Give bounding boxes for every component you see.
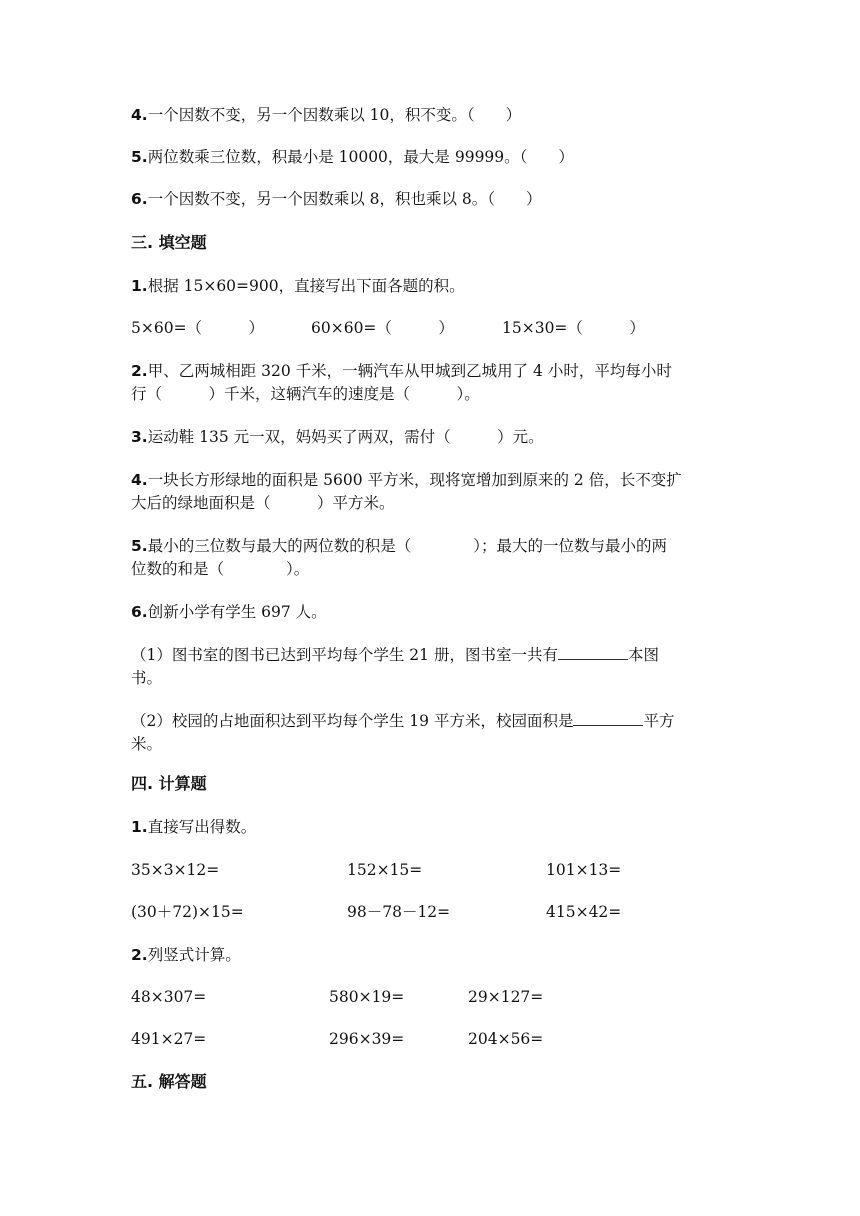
item-number: 4.: [131, 106, 148, 124]
item-number: 4.: [131, 471, 148, 489]
fill-q1-item: 60×60=（ ）: [311, 319, 454, 337]
calc-expression: 491×27=: [131, 1030, 207, 1048]
fill-question-3: [131, 426, 544, 448]
section-heading-fill: 三. 填空题: [131, 233, 207, 252]
sub-text: （1）图书室的图书已达到平均每个学生 21 册，图书室一共有: [131, 646, 558, 664]
item-text: 一块长方形绿地的面积是 5600 平方米，现将宽增加到原来的 2 倍，长不变扩: [147, 471, 682, 489]
fill-question-5-cont: 位数的和是（ ）。: [131, 560, 310, 578]
item-text: 运动鞋 135 元一双，妈妈买了两双，需付（ ）元。: [147, 428, 544, 446]
judgment-item-6: [131, 188, 542, 210]
item-text: 直接写出得数。: [147, 818, 257, 836]
item-number: 6.: [131, 190, 148, 208]
item-number: 2.: [131, 362, 148, 380]
item-number: 6.: [131, 603, 148, 621]
fill-q1-item: 15×30=（ ）: [502, 319, 645, 337]
item-text: 一个因数不变，另一个因数乘以 8，积也乘以 8。（ ）: [147, 190, 542, 208]
calc-expression: 101×13=: [546, 861, 622, 879]
fill-question-5: [131, 535, 667, 557]
item-text: 根据 15×60=900，直接写出下面各题的积。: [147, 277, 465, 295]
item-text: 列竖式计算。: [147, 946, 241, 964]
fill-question-4: [131, 469, 682, 491]
calc-expression: 98－78－12=: [347, 903, 451, 921]
calc-expression: (30＋72)×15=: [131, 903, 244, 921]
fill-question-4-cont: 大后的绿地面积是（ ）平方米。: [131, 494, 395, 512]
calc-expression: 580×19=: [329, 988, 405, 1006]
calc-question-1: [131, 816, 256, 838]
item-text: 创新小学有学生 697 人。: [147, 603, 327, 621]
calc-question-2: [131, 944, 241, 966]
fill-q6-sub1-cont: 书。: [131, 669, 163, 687]
calc-expression: 204×56=: [468, 1030, 544, 1048]
calc-expression: 415×42=: [546, 903, 622, 921]
fill-q6-sub1: [131, 644, 659, 666]
calc-expression: 296×39=: [329, 1030, 405, 1048]
calc-expression: 29×127=: [468, 988, 544, 1006]
fill-question-6: [131, 601, 327, 623]
calc-expression: 48×307=: [131, 988, 207, 1006]
fill-q1-item: 5×60=（ ）: [131, 319, 265, 337]
item-text: 甲、乙两城相距 320 千米，一辆汽车从甲城到乙城用了 4 小时，平均每小时: [147, 362, 672, 380]
item-text: 两位数乘三位数，积最小是 10000，最大是 99999。（ ）: [147, 148, 574, 166]
judgment-item-5: [131, 146, 574, 168]
fill-q6-sub2-cont: 米。: [131, 735, 163, 753]
answer-blank: [573, 711, 643, 726]
item-number: 5.: [131, 148, 148, 166]
fill-q6-sub2: [131, 710, 674, 732]
item-text: 最小的三位数与最大的两位数的积是（ ）；最大的一位数与最小的两: [147, 537, 667, 555]
section-heading-calc: 四. 计算题: [131, 774, 207, 793]
calc-expression: 35×3×12=: [131, 861, 220, 879]
item-text: 一个因数不变，另一个因数乘以 10，积不变。（ ）: [147, 106, 522, 124]
section-heading-answer: 五. 解答题: [131, 1072, 207, 1091]
sub-text: 平方: [643, 712, 675, 730]
sub-text: 本图: [627, 646, 659, 664]
sub-text: （2）校园的占地面积达到平均每个学生 19 平方米，校园面积是: [131, 712, 574, 730]
item-number: 5.: [131, 537, 148, 555]
fill-question-1: [131, 275, 465, 297]
item-number: 1.: [131, 277, 148, 295]
item-number: 2.: [131, 946, 148, 964]
judgment-item-4: [131, 104, 521, 126]
item-number: 3.: [131, 428, 148, 446]
item-number: 1.: [131, 818, 148, 836]
answer-blank: [558, 645, 628, 660]
fill-question-2: [131, 360, 672, 382]
calc-expression: 152×15=: [347, 861, 423, 879]
fill-question-2-cont: 行（ ）千米，这辆汽车的速度是（ ）。: [131, 385, 480, 403]
